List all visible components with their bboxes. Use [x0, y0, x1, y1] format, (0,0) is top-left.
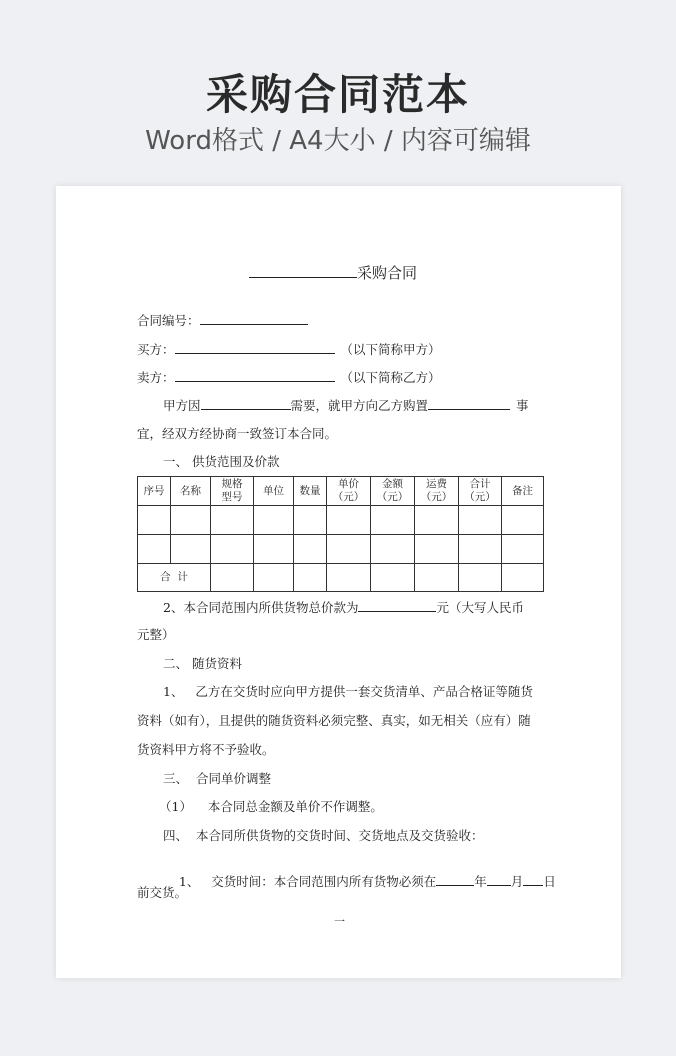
table-cell[interactable] — [502, 564, 544, 592]
table-header-cell: 备注 — [502, 477, 544, 506]
year-label: 年 — [474, 874, 487, 889]
table-cell[interactable] — [327, 535, 371, 564]
table-cell[interactable] — [459, 535, 502, 564]
price-adjust-para: （1） 本合同总金额及单价不作调整。 — [159, 799, 383, 814]
table-cell[interactable] — [327, 506, 371, 535]
buyer-line — [137, 341, 441, 358]
section-2-heading: 二、 随货资料 — [163, 656, 242, 671]
section-4-heading: 四、 本合同所供货物的交货时间、交货地点及交货验收： — [163, 828, 484, 843]
total-price-line-1 — [163, 599, 524, 616]
table-header-cell: 名称 — [171, 477, 211, 506]
document-page — [56, 186, 621, 978]
docs-para-line-2: 资料（如有），且提供的随货资料必须完整、真实，如无相关（应有）随 — [137, 713, 531, 728]
table-cell[interactable] — [415, 535, 459, 564]
table-cell[interactable] — [327, 564, 371, 592]
intro-line-1 — [163, 397, 529, 414]
table-cell[interactable] — [459, 506, 502, 535]
table-header-cell: 运费 （元） — [415, 477, 459, 506]
month-label: 月 — [510, 874, 524, 889]
total-price-blank[interactable] — [358, 599, 436, 612]
docs-para-line-3: 货资料甲方将不予验收。 — [137, 742, 275, 757]
docs-para-line-1: 1、 乙方在交货时应向甲方提供一套交货清单、产品合格证等随货 — [163, 684, 533, 699]
table-header-cell: 序号 — [138, 477, 171, 506]
table-header-cell: 金额 （元） — [371, 477, 415, 506]
table-row — [138, 506, 544, 535]
table-cell[interactable] — [371, 535, 415, 564]
table-cell[interactable] — [371, 506, 415, 535]
table-cell[interactable] — [254, 535, 294, 564]
seller-label: 卖方： — [137, 370, 175, 385]
intro-blank-1[interactable] — [201, 397, 291, 410]
table-cell[interactable] — [138, 506, 171, 535]
seller-line — [137, 369, 441, 386]
intro-text-b: 需要，就甲方向乙方购置 — [290, 398, 429, 413]
table-cell[interactable] — [138, 535, 171, 564]
delivery-year-blank[interactable] — [436, 873, 474, 886]
table-cell[interactable] — [459, 564, 502, 592]
table-cell[interactable] — [211, 564, 254, 592]
title-blank[interactable] — [249, 263, 357, 278]
buyer-blank[interactable] — [175, 341, 335, 354]
seller-suffix: （以下简称乙方） — [340, 370, 441, 385]
table-row — [138, 535, 544, 564]
contract-no-line — [137, 312, 308, 329]
delivery-month-blank[interactable] — [487, 873, 511, 886]
table-cell[interactable] — [211, 535, 254, 564]
page-subtitle: Word格式 / A4大小 / 内容可编辑 — [145, 126, 531, 156]
table-cell[interactable] — [171, 506, 211, 535]
table-cell[interactable] — [211, 506, 254, 535]
contract-no-blank[interactable] — [200, 312, 308, 325]
intro-text-a: 甲方因 — [163, 398, 201, 413]
intro-blank-2[interactable] — [428, 397, 510, 410]
table-cell[interactable] — [254, 564, 294, 592]
intro-line-2: 宜，经双方经协商一致签订本合同。 — [137, 426, 338, 441]
total-price-text-a: 2、本合同范围内所供货物总价款为 — [163, 600, 359, 615]
table-cell[interactable] — [254, 506, 294, 535]
contract-title-text: 采购合同 — [357, 264, 418, 282]
contract-title — [249, 262, 417, 283]
page-number: 一 — [334, 915, 345, 928]
table-cell[interactable] — [415, 564, 459, 592]
delivery-day-blank[interactable] — [523, 873, 543, 886]
table-cell[interactable] — [294, 506, 327, 535]
total-price-line-2: 元整） — [137, 627, 175, 642]
contract-no-label: 合同编号： — [137, 313, 200, 328]
table-header-cell: 数量 — [294, 477, 327, 506]
table-cell[interactable] — [502, 506, 544, 535]
total-price-text-b: 元（大写人民币 — [436, 600, 524, 615]
delivery-time-line-2: 前交货。 — [137, 885, 188, 900]
seller-blank[interactable] — [175, 369, 335, 382]
buyer-suffix: （以下简称甲方） — [340, 342, 441, 357]
table-cell[interactable] — [294, 535, 327, 564]
delivery-time-line-1 — [163, 857, 556, 906]
intro-text-c: 事 — [516, 398, 529, 413]
total-label-cell: 合 计 — [138, 564, 211, 592]
table-cell[interactable] — [294, 564, 327, 592]
delivery-time-text: 1、 交货时间：本合同范围内所有货物必须在 — [178, 874, 437, 889]
section-3-heading: 三、 合同单价调整 — [163, 771, 271, 786]
page-title: 采购合同范本 — [205, 70, 470, 119]
table-cell[interactable] — [415, 506, 459, 535]
table-cell[interactable] — [171, 535, 211, 564]
buyer-label: 买方： — [137, 342, 175, 357]
section-1-heading: 一、 供货范围及价款 — [163, 454, 280, 469]
table-cell[interactable] — [502, 535, 544, 564]
table-cell[interactable] — [371, 564, 415, 592]
table-header-row — [138, 477, 544, 506]
table-header-cell: 单价 （元） — [327, 477, 371, 506]
table-header-cell: 单位 — [254, 477, 294, 506]
table-header-cell: 规格 型号 — [211, 477, 254, 506]
day-label: 日 — [543, 874, 556, 889]
goods-table — [137, 476, 544, 592]
table-total-row — [138, 564, 544, 592]
table-header-cell: 合计 （元） — [459, 477, 502, 506]
